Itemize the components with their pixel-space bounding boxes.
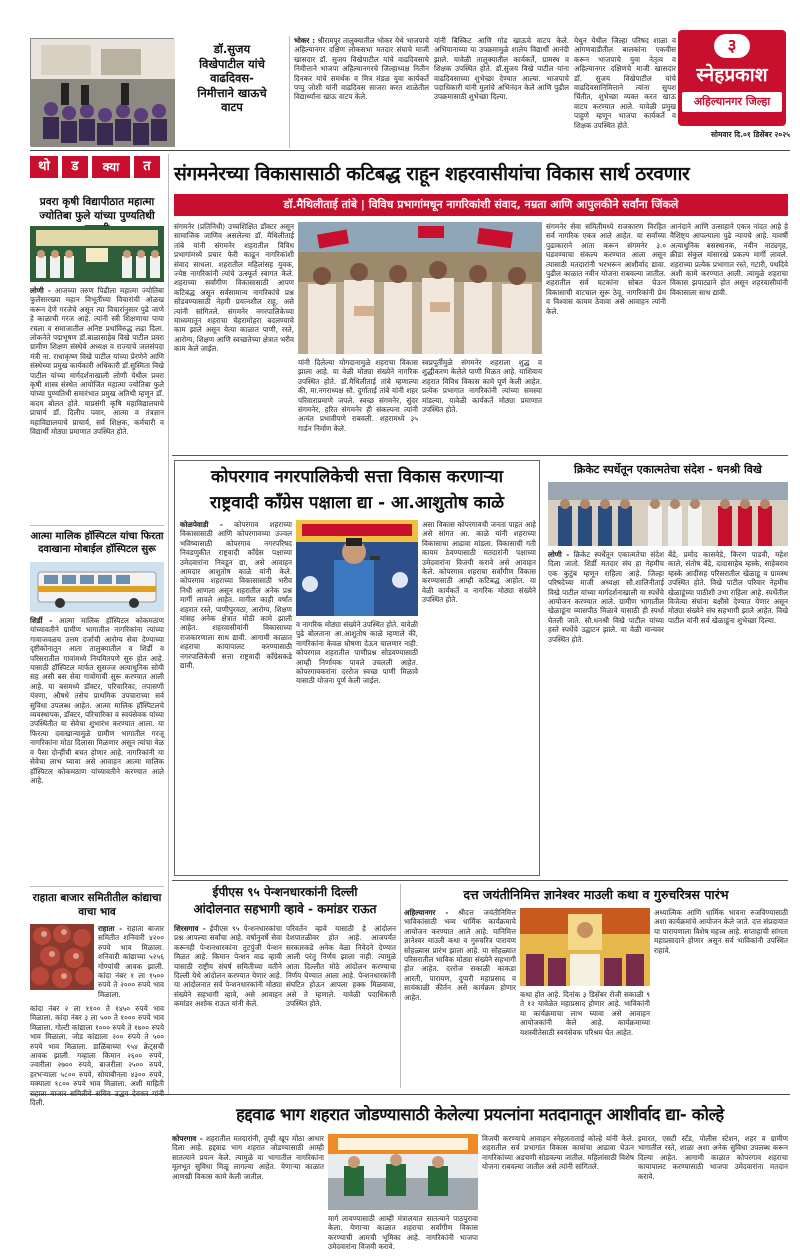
side-story3-body1: राहाता - राहाता बाजार समितीत शनिवारी ४२०० रुपये भाव मिळाला. शनिवारी कांद्याच्या ५२५६ गोण्यांची आवक झाली. कांदा नंबर १ ला १५०० रुपये ते २००० रुपये भाव मिळाला. (98, 924, 164, 999)
datta-col3: अध्यात्मिक आणि धार्मिक भावना रुजविण्यासाठी अशा कार्यक्रमांचे आयोजन केले जाते. दत्त संप्रदायात या पारायणाला विशेष महत्त्व आहे. सप्ताहाची सांगता महाप्रसादाने होणार असून सर्व भाविकांनी उपस्थित राहावे. (654, 908, 788, 955)
headline1-col5: आनंदाने आणि उत्साहाने एकत्र नांदत आहे हे वैशिष्ट्य आपल्याला पुढे न्यायचे आहे. यावर्षी अत्याधुनिक बसस्थानक, नवीन नाट्यगृह, क्रीडा संकुल यांसारखे प्रकल्प मार्गी लावले. शहराच्या प्रत्येक प्रभागात रस्ते, गटारी, पथदिवे अशी कामे करण्यात आली. त्यामुळे शहराचा विकास झपाट्याने होत असून शहरवासीयांनी विकासाला साथ द्यावी. (670, 222, 788, 297)
headline2-photo (296, 520, 418, 616)
brand-name: स्नेहप्रकाश (696, 64, 768, 86)
datta-photo (520, 908, 650, 986)
headline2-col3: असा विकास कोपरगावची जनता पाहत आहे असे सांगत आ. काळे यांनी शहराच्या विकासाचा आढावा मांडला. विकासाची गती कायम ठेवण्यासाठी मतदारांनी पक्षाच्या उमेदवारांना विजयी करावे असे आवाहन केले. कोपरगाव शहराचा सर्वांगीण विकास करण्यासाठी आम्ही कटिबद्ध आहोत. या वेळी कार्यकर्ते व नागरिक मोठ्या संख्येने उपस्थित होते. (422, 520, 536, 605)
kolhe-col4: इमारत, एसटी स्टँड, पोलीस स्टेशन, शहर व ग्रामीण भागातील रस्ते, शाळा अशा अनेक सुविधा उपलब्ध करून दिल्या आहेत. आगामी काळात कोपरगाव शहराचा कायापालट करण्यासाठी भाजपा उमेदवारांना मतदान करावे. (638, 1134, 788, 1181)
kolhe-title: हद्दवाढ भाग शहरात जोडण्यासाठी केलेल्या प्रयत्नांना मतदानातून आशीर्वाद द्या- कोल्हे (236, 1105, 724, 1124)
headline1-col1: संगमनेर (प्रतिनिधी) उच्चशिक्षित डॉक्टर असून सामाजिक जाणिव असलेल्या डॉ. मैथिलीताई तांबे यांनी संगमनेर शहरातील विविध प्रभागांमध्ये प्रचार फेरी काढून नागरिकांशी संवाद साधला. शहरातील महिलांसह युवक, ज्येष्ठ नागरिकांनी त्यांचे उत्स्फूर्त स्वागत केले. शहराच्या सर्वांगीण विकासासाठी आपण कटिबद्ध असून सर्वसामान्य नागरिकांचे प्रश्न सोडवण्यासाठी नेहमी प्रयत्नशील राहू, असे त्यांनी सांगितले. संगमनेर नगरपालिकेच्या माध्यमातून शहराचा चेहरामोहरा बदलण्याचे काम झाले असून येत्या काळात पाणी, रस्ते, आरोग्य, शिक्षण आणि स्वच्छतेच्या क्षेत्रात भरीव काम केले जाईल. (174, 222, 294, 354)
page-number-badge: ३ (714, 34, 750, 58)
headline1-subhead: डॉ.मैथिलीताई तांबे | विविध प्रभागांमधून नागरिकांशी संवाद, नम्रता आणि आपुलकीने सर्वांना जिंकले (174, 194, 788, 216)
side-story1-body: लोणी - आजच्या तरुण पिढीला महात्मा ज्योतिबा फुलेंसारख्या महान विभूतींच्या विचारांची ओळख करून देणे गरजेचे असून त्या विचारांनुसार पुढे जाणे हे काळाची गरज आहे. त्यांनी स्त्री शिक्षणाचा पाया रचला व समाजातील अनिष्ट प्रथांविरुद्ध लढा दिला. लोकनेते पद्मभूषण डॉ.बाळासाहेब विखे पाटील प्रवरा ग्रामीण शिक्षण संस्थेचे अध्यक्ष व राज्याचे जलसंपदा मंत्री ना. राधाकृष्ण विखे पाटील यांच्या प्रेरणेने आणि संस्थेच्या प्रमुख कार्यकारी अधिकारी डॉ.सुस्मिता विखे पाटील यांच्या मार्गदर्शनाखाली लोणी येथील प्रवरा कृषी शास्त्र संस्थेत आयोजित महात्मा ज्योतिबा फुले यांच्या पुण्यतिथी समारंभात प्रमुख अतिथी म्हणून डॉ. कदम बोलत होते. याप्रसंगी कृषि महाविद्यालयाचे प्राचार्य डॉ. दिलीप पवार, आत्मा व तंत्रज्ञान महाविद्यालयाचे प्राचार्य, सर्व शिक्षक, कर्मचारी व विद्यार्थी मोठ्या प्रमाणात उपस्थित होते. (30, 286, 164, 437)
kolhe-col3: विजयी करण्याचे आवाहन स्नेहलताताई कोल्हे यांनी केले. शहरातील सर्व प्रभागांत विकास कामांचा आढावा घेऊन नागरिकांच्या अडचणी सोडवल्या जातील. महिलांसाठी विशेष योजना राबवल्या जातील असे त्यांनी सांगितले. (482, 1134, 634, 1172)
headline1-col3: स्वप्नपूर्तीमुळे संगमनेर शहराला शुद्ध व शुद्धीकरण केलेले पाणी मिळत आहे. याशिवाय शहरात विविध विकास कामे पूर्ण केली आहेत. प्रत्येक प्रभागात नागरिकांनी त्यांच्या समस्या मांडल्या. यावेळी कार्यकर्ते मोठ्या प्रमाणात उपस्थित होते. (422, 358, 542, 415)
cricket-col2: बेंद्रे, प्रमोद कासवेडे, किरण पाडवी, महेश काले, संतोष बेंद्रे, दादासाहेब म्हस्के, साहेबराव म्हस्के आदींसह परिसरातील खेळाडू व ग्रामस्थ उपस्थित होते. विखे पाटील परिवार नेहमीच खेळाडूंच्या पाठीशी उभा राहिला आहे. स्पर्धेतील विजेत्या संघांना बक्षीसे देण्यात येणार असून मोठ्या संख्येने संघ सहभागी झाले आहेत. विखे पाटील यांनी सर्व खेळाडूंना शुभेच्छा दिल्या. (668, 550, 788, 625)
thodkyat-letter: ड (62, 156, 88, 178)
thodkyat-letter: थो (30, 156, 58, 178)
cricket-col1: लोणी - क्रिकेट स्पर्धेतून एकात्मतेचा संदेश दिला जातो. शिर्डी मतदार संघ हा नेहमीच एक कुटुंब म्हणून राहिला आहे. जिल्हा परिषदेच्या माजी अध्यक्षा सौ.शालिनीताई विखे पाटील यांच्या मार्गदर्शनाखाली या स्पर्धेचे आयोजन करण्यात आले. ग्रामीण भागातील खेळाडूंना व्यासपीठ मिळावे यासाठी ही स्पर्धा घेतली जाते. सौ.धनश्री विखे पाटील यांच्या हस्ते स्पर्धेचे उद्घाटन झाले. या वेळी मान्यवर उपस्थित होते. (548, 550, 664, 644)
thodkyat-letter: क्या (92, 156, 130, 178)
headline1-title: संगमनेरच्या विकासासाठी कटिबद्ध राहून शहरवासीयांचा विकास सार्थ ठरवणार (174, 163, 690, 185)
datta-title: दत्त जयंतीनिमित्त ज्ञानेश्वर माउली कथा व गुरुचरित्रस पारंभ (463, 887, 729, 902)
top-story-photo (30, 38, 174, 146)
headline1-col4: संगमनेर सेवा समितीमध्ये राजकारण विरहित सर्व नागरिक एकत्र आले आहेत. या सर्वांच्या पुढाकाराने आता करून संगमनेर ३.० घडवण्याचा संकल्प करण्यात आला असून त्यासाठी मतदारांनी भरभरून आशीर्वाद द्यावा. पुढील काळात नवीन योजना राबवल्या जातील. शहरातील सर्व घटकांना सोबत घेऊन विकासाची वाटचाल सुरू ठेवू. नागरिकांनी प्रेम व विश्वास कायम ठेवावा असे आवाहन त्यांनी केले. (546, 222, 666, 316)
side-story3-body2: कांदा नंबर २ ला ११०० ते १४५० रुपये भाव मिळाला. कांदा नंबर ३ ला ५०० ते १००० रुपये भाव मिळाला. गोल्टी कांद्याला १००० रुपये ते १७०० रुपये भाव मिळाला. जोड कांद्याला २०० रुपये ते ५०० रुपये भाव मिळाला. डाळिंबाच्या ९५४ क्रेट्सची आवक झाली. गव्हाला किमान २६०० रुपये, ज्वारीला २७०० रुपये, बाजरीला २५०० रुपये, हरभऱ्याला ५८०० रुपये, सोयाबीनला ४३०० रुपये, मक्याला १८०० रुपये भाव मिळाला. अशी माहिती दिली. (30, 1004, 164, 1108)
eps-col1: शिरसगाव - ईपीएस ९५ पेन्शनधारकांचा प्रश्न आपल्या सर्वांचा आहे. वर्षानुवर्षे सेवा करूनही पेन्शनधारकांना तुटपुंजी पेन्शन मिळत आहे. किमान पेन्शन वाढ व्हावी यासाठी राष्ट्रीय संघर्ष समितीच्या वतीने दिल्ली येथे आंदोलन करण्यात येणार आहे. या आंदोलनात सर्व पेन्शनधारकांनी मोठ्या संख्येने सहभागी व्हावे, असे आवाहन कमांडर अशोक राऊत यांनी केले. (174, 924, 282, 1009)
datta-col2: कथा होत आहे. दिनांक ३ डिसेंबर रोजी सकाळी ९ ते १२ यावेळेत महाप्रसाद होणार आहे. भाविकांनी या कार्यक्रमाचा लाभ घ्यावा असे आवाहन आयोजकांनी केले आहे. कार्यक्रमाच्या यशस्वीतेसाठी स्वयंसेवक परिश्रम घेत आहेत. (520, 990, 650, 1037)
side-story3-photo (30, 924, 94, 990)
top-story-col2: यांनी बिस्किट आणि गोड खाऊचे वाटप केले. अभियानाच्या या उपक्रमामुळे शालेय विद्यार्थी आनंदी झाले. यावेळी तालुक्यातील कार्यकर्ते, ग्रामस्थ व शिक्षक उपस्थित होते. डॉ.सुजय विखे पाटील यांना वाढदिवसाच्या शुभेच्छा देण्यात आल्या. भाजपाचे पदाधिकारी यांनी मुलांचे अभिनंदन केले आणि पुढील उपक्रमासाठी शुभेच्छा दिल्या. (434, 36, 569, 102)
top-story-col3: येथुन येथील जिल्हा परिषद शाळा व आंगणवाडीतील बालकांना एकवीस करून भाजपाचे युवा नेतृत्व व अहिल्यानगर दक्षिणचे माजी खासदार डॉ. सुजय विखेपाटील यांचे वाढदिवसानिमित्ताने त्यांना सुयश चिंतीत, शुभेच्छा व्यक्त करत खाऊ वाटप करण्यात आले. यावेळी प्रमुख पाहुणे म्हणून भाजपा कार्यकर्ते व शिक्षक उपस्थित होते. (574, 36, 676, 130)
date-line: सोमवार दि.०१ डिसेंबर २०२५ (710, 130, 790, 139)
thodkyat-letter: त (134, 156, 160, 178)
side-story1-photo (30, 226, 164, 282)
side-story2-title: आत्मा मालिक हॉस्पिटल यांचा फिरता दवाखाना मोबाईल हॉस्पिटल सुरू (30, 531, 164, 555)
datta-col1: अहिल्यानगर - श्रीदत्त जयंतीनिमित्त भाविकांसाठी भव्य धार्मिक कार्यक्रमाचे आयोजन करण्यात आले आहे. यानिमित्त ज्ञानेश्वर माउली कथा व गुरुचरित्र पारायण सोहळ्यास प्रारंभ झाला आहे. या सोहळ्यात परिसरातील भाविक मोठ्या संख्येने सहभागी होत आहेत. दररोज सकाळी काकडा आरती, पारायण, दुपारी महाप्रसाद व सायंकाळी कीर्तन असे कार्यक्रम होणार आहेत. (404, 908, 516, 1002)
thodkyat-banner (30, 156, 160, 178)
cricket-title: क्रिकेट स्पर्धेतून एकात्मतेचा संदेश - धनश्री विखे (574, 463, 762, 476)
side-story2-body: शिर्डी - आत्मा मालिक हॉस्पिटल कोकमठाण यांच्यावतीने ग्रामीण भागातील नागरिकांना त्यांच्या गावाजवळच उत्तम दर्जाची आरोग्य सेवा देण्याच्या दृष्टीकोनातून आता तालुक्यातील व शिर्डी व परिसरातील गावांमध्ये नियमितपणे सुरु होत आहे. यासाठी हॉस्पिटल मार्फत सुसज्ज अत्याधुनिक सोयी सह असी बस सेवा गावोगावी सुरू करण्यात आली आहे. या बसमध्ये डॉक्टर, परिचारिका, तपासणी यंत्रणा, औषधे तसेच प्राथमिक उपचाराच्या सर्व सुविधा उपलब्ध आहेत. आत्मा मालिक हॉस्पिटलचे व्यवस्थापक, डॉक्टर, परिचारिका व स्वयंसेवक यांच्या उपस्थितीत या सेवेचा शुभारंभ करण्यात आला. या फिरत्या दवाखान्यामुळे ग्रामीण भागातील गरजू नागरिकांना मोठा दिलासा मिळणार असून त्यांचा वेळ व पैसा दोन्हींची बचत होणार आहे. नागरिकांनी या सेवेचा लाभ घ्यावा असे आवाहन आत्मा मालिक हॉस्पिटल कोकमठाण यांच्यावतीने करण्यात आले आहे. (30, 616, 164, 785)
top-story-headline: डॉ.सुजय विखेपाटील यांचे वाढदिवस- निमीत्ताने खाऊचे वाटप (197, 42, 267, 114)
eps-title: ईपीएस ९५ पेन्शनधारकांनी दिल्ली आंदोलनात सहभागी व्हावे - कमांडर राऊत (193, 885, 377, 916)
headline2-col2: व नागरिक मोठ्या संख्येने उपस्थित होते. यावेळी पुढे बोलताना आ.आशुतोष काळे म्हणाले की, नागरिकांना केवळ घोषणा देऊन चालणार नाही. कोपरगाव शहरातील पाणीप्रश्न सोडवण्यासाठी आम्ही निर्णायक पावले उचलली आहेत. कोपरगावकरांना दररोज स्वच्छ पाणी मिळावे यासाठी योजना पूर्ण केली जाईल. (296, 620, 418, 686)
eps-col2: परिवर्तन व्हावे यासाठी हे आंदोलन देशपातळीवर होत आहे. आजपर्यंत सरकारकडे अनेक वेळा निवेदने देण्यात आली परंतु निर्णय झाला नाही. त्यामुळे आता दिल्लीत मोठे आंदोलन करण्याचा निर्णय घेण्यात आला आहे. पेन्शनधारकांनी संघटित होऊन आपला हक्क मिळवावा, असे ते म्हणाले. यावेळी पदाधिकारी उपस्थित होते. (286, 924, 396, 1009)
headline2-title: कोपरगाव नगरपालिकेची सत्ता विकास करणाऱ्या राष्ट्रवादी काँग्रेस पक्षाला द्या - आ.आशुतोष काळे (209, 467, 505, 513)
headline2-col1: कोळपेवाडी - कोपरगाव शहराच्या विकासासाठी आणि कोपरगावच्या उज्वल भविष्यासाठी कोपरगाव नगरपरिषद निवडणुकीत राष्ट्रवादी काँग्रेस पक्षाच्या उमेदवारांना निवडून द्या, असे आवाहन आमदार आशुतोष काळे यांनी केले. कोपरगाव शहराच्या विकासासाठी भरीव निधी आणला असून शहरातील अनेक प्रश्न मार्गी लावले आहेत. मागील काही वर्षांत शहरात रस्ते, पाणीपुरवठा, आरोग्य, शिक्षण यांसह अनेक क्षेत्रात मोठी कामे झाली आहेत. शहरवासीयांनी विकासाच्या राजकारणाला साथ द्यावी. आगामी काळात शहराचा कायापालट करण्यासाठी नगरपालिकेची सत्ता राष्ट्रवादी काँग्रेसकडे द्यावी. (180, 520, 292, 671)
kolhe-col2: मार्ग लावण्यासाठी आम्ही मंत्रालयात सातत्याने पाठपुरावा केला. येणाऱ्या काळात शहराचा सर्वांगीण विकास करण्याची आमची भूमिका आहे. नागरिकांनी भाजपा उमेदवारांना विजयी करावे. (328, 1214, 478, 1252)
kolhe-photo (328, 1134, 478, 1210)
kolhe-col1: कोपरगाव - शहरातील मतदारांनी, तुम्ही खूप मोठा आधार दिला आहे. हद्दवाढ भाग शहरात जोडण्यासाठी आम्ही सातत्याने प्रयत्न केले. त्यामुळे या भागातील नागरिकांना मूलभूत सुविधा मिळू लागल्या आहेत. येणाऱ्या काळात आणखी विकास कामे केली जातील. (172, 1134, 324, 1181)
cricket-photo (548, 482, 788, 546)
side-story1-title: प्रवरा कृषी विद्यापीठात महात्मा ज्योतिबा फुले यांच्या पुण्यतिथी (39, 196, 155, 222)
side-story3-title: राहाता बाजार समितीतील कांद्याचा वाचा भाव (32, 892, 162, 918)
headline1-photo (298, 222, 542, 354)
side-story2-photo (30, 562, 164, 612)
top-story-col1: भोकर : श्रीरामपूर तालुक्यातील भोकर येथे भाजपाचे अहिल्यानगर दक्षिण लोकसभा मतदार संघाचे माजी खासदार डॉ. सुजय विखेपाटील यांचे वाढदिवसाचे निमीत्ताने भाजपा अहिल्यानगरचे जिल्हाध्यक्ष नितीन दिनकर यांचे समर्थक व मित्र मंडळ युवा कार्यकर्ते पप्पु जोशी यांनी वाढदिवस साजरा करत शाळेतील विद्यार्थ्यांना खाऊ वाटप केले. (294, 36, 429, 102)
headline1-col2: यांनी दिलेल्या योगदानामुळे शहराचा विकास झाला आहे. या वेळी मोठ्या संख्येने नागरिक उपस्थित होते. डॉ.मैथिलीताई तांबे म्हणाल्या की, मा.नगराध्यक्ष सौ. दुर्गाताई तांबे यांनी शहर परिवाराप्रमाणे जपले. स्वच्छ संगमनेर, सुंदर संगमनेर, हरित संगमनेर ही संकल्पना त्यांनी अत्यंत प्रभावीपणे राबवली. शहरामध्ये ३५ गार्डन निर्माण केले. (298, 358, 418, 433)
region-name: अहिल्यानगर जिल्हा (682, 92, 782, 112)
